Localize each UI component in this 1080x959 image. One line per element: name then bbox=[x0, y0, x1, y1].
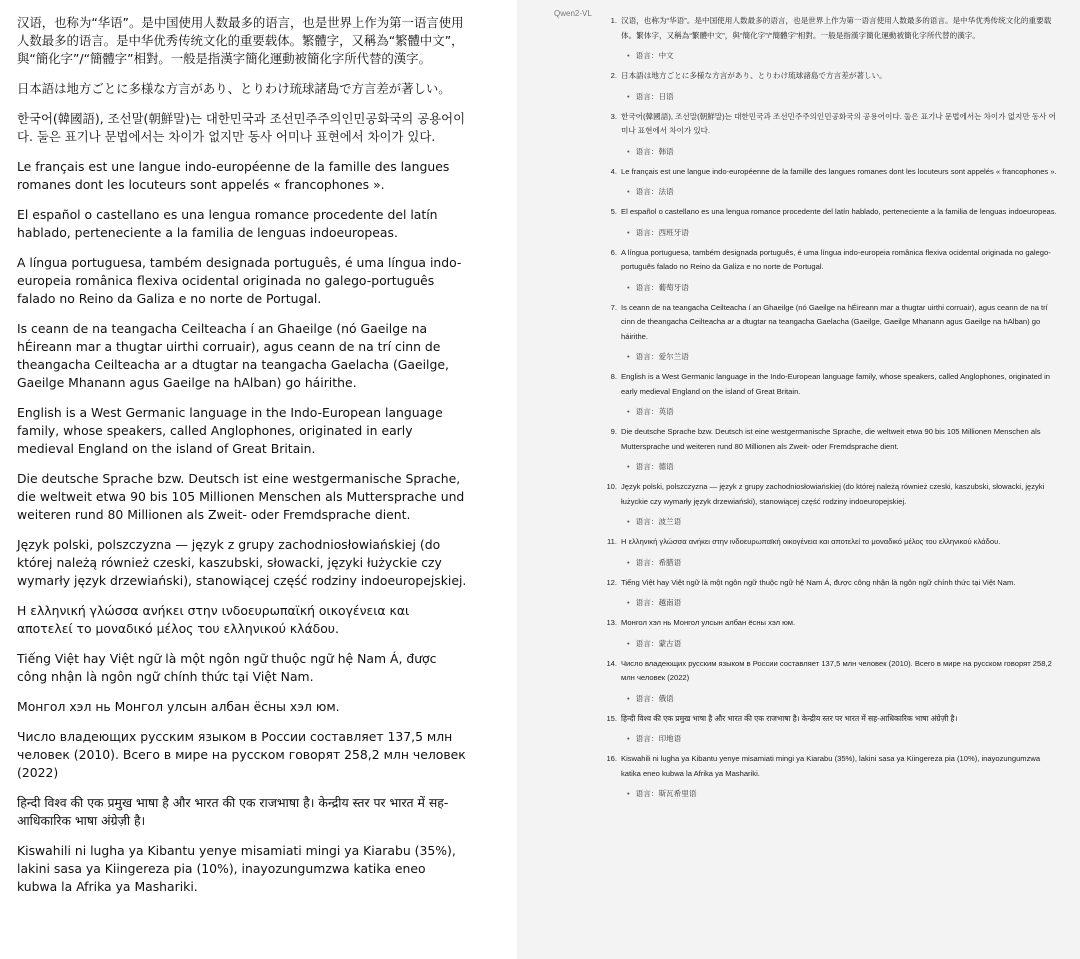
answer-item bbox=[609, 301, 1061, 365]
answer-item bbox=[609, 246, 1061, 295]
answer-item bbox=[606, 576, 1061, 611]
answer-item bbox=[606, 712, 1061, 747]
answer-item bbox=[609, 535, 1061, 570]
answer-text: 汉语，也称为“华语”。是中国使用人数最多的语言，也是世界上作为第一语言使用人数最多的语言。是中华优秀传统文化的重要载体。繁体字，又稱為“繁體中文”，與“簡化字”/“簡體字”相對。一般是指漢字簡化運動被簡化字所代替的漢字。 bbox=[621, 16, 1052, 40]
bullet-icon: • bbox=[627, 462, 630, 471]
bullet-icon: • bbox=[627, 517, 630, 526]
source-paragraph: 日本語は地方ごとに多様な方言があり、とりわけ琉球諸島で方言差が著しい。 bbox=[17, 81, 451, 96]
bullet-icon: • bbox=[627, 638, 630, 648]
bullet-icon: • bbox=[627, 227, 630, 237]
answer-text: Is ceann de na teangacha Ceilteacha í an Ghaeilge (nó Gaeilge na hÉireann mar a thugtar uirthi corruair), agus ceann de na trí cinn de theangacha Ceilteacha ar a dtugtar na teangacha Gaelacha (Gaeilge, Gaeilge Mhanann agus Gaeilge na hAlban) go háirithe. bbox=[621, 302, 1048, 341]
source-paragraph: English is a West Germanic language in the Indo-European language family, whose speakers, called Anglophones, originated in early medieval England on the island of Great Britain. bbox=[17, 405, 443, 456]
detected-language bbox=[627, 732, 1061, 746]
answer-item bbox=[609, 14, 1061, 63]
answer-number: 3. bbox=[610, 111, 617, 121]
source-paragraph: Η ελληνική γλώσσα ανήκει στην ινδοευρωπαϊκή οικογένεια και αποτελεί το μοναδικό μέλος του ελληνικού κλάδου. bbox=[17, 603, 410, 636]
answer-item bbox=[606, 752, 1061, 801]
language-label: 语言：德语 bbox=[635, 462, 674, 471]
answer-text-row bbox=[609, 69, 1061, 84]
source-text-panel bbox=[0, 0, 517, 959]
language-label: 语言：斯瓦希里语 bbox=[635, 789, 697, 798]
answer-number: 12. bbox=[606, 577, 617, 587]
source-paragraph: Число владеющих русским языком в России составляет 137,5 млн человек (2010). Всего в мире на русском говорят 258,2 млн человек (2022) bbox=[17, 729, 466, 780]
answer-text-row bbox=[606, 712, 1061, 727]
answer-text-row bbox=[606, 616, 1061, 631]
source-paragraph: Język polski, polszczyzna — język z grupy zachodniosłowiańskiej (do której należą również czeski, kaszubski, słowacki, języki łużyckie czy wymarły język drzewiański), stanowiącej część rodziny indoeuropejskiej. bbox=[17, 537, 467, 588]
bullet-icon: • bbox=[627, 693, 630, 703]
answer-text-row bbox=[609, 370, 1061, 399]
language-label: 语言：法语 bbox=[635, 187, 674, 196]
answer-text-row bbox=[606, 657, 1061, 686]
answer-number: 7. bbox=[610, 302, 617, 312]
detected-language bbox=[627, 637, 1061, 651]
detected-language bbox=[627, 145, 1061, 159]
answer-text-row bbox=[609, 301, 1061, 345]
answer-text: 日本語は地方ごとに多様な方言があり、とりわけ琉球諸島で方言差が著しい。 bbox=[621, 71, 887, 80]
language-label: 语言：英语 bbox=[635, 407, 674, 416]
source-paragraph: Die deutsche Sprache bzw. Deutsch ist eine westgermanische Sprache, die weltweit etwa 90 bis 105 Millionen Menschen als Muttersprache und weiteren rund 80 Millionen als Zweit- oder Fremdsprache dient. bbox=[17, 471, 465, 522]
source-paragraph: El español o castellano es una lengua romance procedente del latín hablado, perteneciente a la familia de lenguas indoeuropeas. bbox=[17, 207, 438, 240]
detected-language bbox=[627, 515, 1061, 529]
answer-number: 16. bbox=[606, 754, 617, 763]
answer-number: 9. bbox=[610, 427, 617, 436]
language-label: 语言：葡萄牙语 bbox=[635, 282, 689, 292]
detected-language bbox=[627, 596, 1061, 610]
answer-item bbox=[609, 165, 1061, 200]
detected-language bbox=[627, 460, 1061, 474]
answer-item bbox=[606, 480, 1061, 529]
language-label: 语言：日语 bbox=[635, 91, 674, 101]
answer-number: 4. bbox=[610, 166, 617, 176]
bullet-icon: • bbox=[627, 91, 630, 101]
answer-text: Tiếng Việt hay Việt ngữ là một ngôn ngữ thuộc ngữ hệ Nam Á, được công nhận là ngôn ngữ chính thức tại Việt Nam. bbox=[621, 577, 1016, 587]
bullet-icon: • bbox=[627, 146, 630, 156]
answer-text-row bbox=[609, 535, 1061, 550]
source-paragraph: 한국어(韓國語), 조선말(朝鮮말)는 대한민국과 조선민주주의인민공화국의 공용어이다. 둘은 표기나 문법에서는 차이가 없지만 동사 어미나 표현에서 차이가 있다. bbox=[17, 111, 466, 144]
bullet-icon: • bbox=[627, 557, 630, 567]
answer-item bbox=[606, 616, 1061, 651]
bullet-icon: • bbox=[627, 789, 630, 798]
answer-text-row bbox=[609, 425, 1061, 454]
language-label: 语言：韩语 bbox=[635, 146, 674, 156]
answer-number: 2. bbox=[610, 71, 617, 80]
answer-number: 14. bbox=[606, 658, 617, 668]
answer-item bbox=[609, 370, 1061, 419]
answer-number: 11. bbox=[607, 537, 617, 546]
detected-language bbox=[627, 226, 1061, 240]
answer-item bbox=[609, 205, 1061, 240]
source-paragraph: हिन्दी विश्व की एक प्रमुख भाषा है और भारत की एक राजभाषा है। केन्द्रीय स्तर पर भारत में सह-आधिकारिक भाषा अंग्रेज़ी है। bbox=[17, 795, 449, 828]
answer-text-row bbox=[606, 576, 1061, 591]
answer-item bbox=[609, 110, 1061, 159]
detected-language bbox=[627, 185, 1061, 199]
source-paragraph: Tiếng Việt hay Việt ngữ là một ngôn ngữ thuộc ngữ hệ Nam Á, được công nhận là ngôn ngữ chính thức tại Việt Nam. bbox=[17, 651, 437, 684]
bullet-icon: • bbox=[627, 352, 630, 361]
answer-text: Die deutsche Sprache bzw. Deutsch ist eine westgermanische Sprache, die weltweit etwa 90 bis 105 Millionen Menschen als Muttersprache und weiteren rund 80 Millionen als Zweit- oder Fremdsprache dient. bbox=[621, 427, 1041, 451]
answer-text-row bbox=[609, 205, 1061, 220]
source-paragraph: Монгол хэл нь Монгол улсын албан ёсны хэл юм. bbox=[17, 699, 340, 714]
source-paragraph: A língua portuguesa, também designada português, é uma língua indo-europeia românica flexiva ocidental originada no galego-português falado no Reino da Galiza e no norte de Portugal. bbox=[17, 255, 462, 306]
detected-language bbox=[627, 692, 1061, 706]
source-paragraph: 汉语，也称为“华语”。是中国使用人数最多的语言，也是世界上作为第一语言使用人数最多的语言。是中华优秀传统文化的重要载体。繁體字，又稱為“繁體中文”，與“簡化字”/“簡體字”相對。一般是指漢字簡化運動被簡化字所代替的漢字。 bbox=[17, 15, 464, 66]
bullet-icon: • bbox=[627, 51, 630, 60]
answer-text: हिन्दी विश्व की एक प्रमुख भाषा है और भारत की एक राजभाषा है। केन्द्रीय स्तर पर भारत में सह-आधिकारिक भाषा अंग्रेज़ी है। bbox=[621, 713, 958, 723]
answer-item bbox=[606, 657, 1061, 706]
answer-text-row bbox=[609, 110, 1061, 139]
answer-number: 6. bbox=[610, 247, 617, 257]
answer-text-row bbox=[609, 165, 1061, 180]
source-paragraph: Le français est une langue indo-européenne de la famille des langues romanes dont les locuteurs sont appelés « francophones ». bbox=[17, 159, 450, 192]
answer-number: 5. bbox=[610, 207, 617, 216]
answer-text-row bbox=[609, 246, 1061, 275]
answer-text: Монгол хэл нь Монгол улсын албан ёсны хэл юм. bbox=[621, 618, 796, 627]
answer-item bbox=[609, 69, 1061, 104]
answer-text: Język polski, polszczyzna — język z grupy zachodniosłowiańskiej (do której należą również czeski, kaszubski, słowacki, języki łużyckie czy wymarły język drzewiański), stanowiącej część rodziny indoeuropejskiej. bbox=[621, 482, 1045, 506]
model-output-panel bbox=[517, 0, 1080, 959]
answer-number: 13. bbox=[606, 618, 617, 627]
model-name-label: Qwen2-VL bbox=[554, 9, 592, 18]
answer-text: Le français est une langue indo-européenne de la famille des langues romanes dont les locuteurs sont appelés « francophones ». bbox=[621, 166, 1057, 176]
language-label: 语言：印地语 bbox=[635, 734, 682, 743]
bullet-icon: • bbox=[627, 598, 630, 607]
answer-text: Η ελληνική γλώσσα ανήκει στην ινδοευρωπαϊκή οικογένεια και αποτελεί το μοναδικό μέλος του ελληνικού κλάδου. bbox=[621, 537, 1001, 546]
source-paragraph: Kiswahili ni lugha ya Kibantu yenye misamiati mingi ya Kiarabu (35%), lakini sasa ya Kiingereza pia (10%), inayozungumzwa katika eneo kubwa la Afrika ya Mashariki. bbox=[17, 843, 456, 894]
answer-text-row bbox=[609, 14, 1061, 43]
answer-item bbox=[609, 425, 1061, 474]
answer-number: 8. bbox=[610, 372, 617, 381]
language-label: 语言：中文 bbox=[635, 51, 674, 60]
answer-text: El español o castellano es una lengua romance procedente del latín hablado, perteneciente a la familia de lenguas indoeuropeas. bbox=[621, 207, 1057, 216]
answer-text: 한국어(韓國語), 조선말(朝鮮말)는 대한민국과 조선민주주의인민공화국의 공용어이다. 둘은 표기나 문법에서는 차이가 없지만 동사 어미나 표현에서 차이가 있다. bbox=[621, 111, 1056, 135]
bullet-icon: • bbox=[627, 187, 630, 196]
detected-language bbox=[627, 49, 1061, 63]
answer-text-row bbox=[606, 752, 1061, 781]
bullet-icon: • bbox=[627, 407, 630, 416]
detected-language bbox=[627, 281, 1061, 295]
detected-language bbox=[627, 90, 1061, 104]
language-label: 语言：俄语 bbox=[635, 693, 674, 703]
answer-text: Kiswahili ni lugha ya Kibantu yenye misamiati mingi ya Kiarabu (35%), lakini sasa ya Kiingereza pia (10%), inayozungumzwa katika eneo kubwa la Afrika ya Mashariki. bbox=[621, 754, 1041, 778]
detected-language bbox=[627, 405, 1061, 419]
answer-number: 1. bbox=[610, 16, 617, 25]
bullet-icon: • bbox=[627, 734, 630, 743]
answer-number: 10. bbox=[606, 482, 617, 491]
language-label: 语言：蒙古语 bbox=[635, 638, 682, 648]
language-label: 语言：爱尔兰语 bbox=[635, 352, 689, 361]
detected-language bbox=[627, 787, 1061, 801]
answer-text: Число владеющих русским языком в России составляет 137,5 млн человек (2010). Всего в мире на русском говорят 258,2 млн человек (2022) bbox=[621, 658, 1052, 682]
answer-text-row bbox=[606, 480, 1061, 509]
language-label: 语言：波兰语 bbox=[635, 517, 682, 526]
answer-number: 15. bbox=[606, 713, 617, 723]
answer-text: A língua portuguesa, também designada português, é uma língua indo-europeia românica flexiva ocidental originada no galego-português falado no Reino da Galiza e no norte de Portugal. bbox=[621, 247, 1051, 271]
answer-list bbox=[606, 14, 1061, 807]
detected-language bbox=[627, 350, 1061, 364]
answer-text: English is a West Germanic language in the Indo-European language family, whose speakers, called Anglophones, originated in early medieval England on the island of Great Britain. bbox=[621, 372, 1051, 396]
detected-language bbox=[627, 556, 1061, 570]
language-label: 语言：希腊语 bbox=[635, 557, 682, 567]
language-label: 语言：越南语 bbox=[635, 598, 682, 607]
source-paragraph: Is ceann de na teangacha Ceilteacha í an Ghaeilge (nó Gaeilge na hÉireann mar a thugtar uirthi corruair), agus ceann de na trí cinn de theangacha Ceilteacha ar a dtugtar na teangacha Gaelacha (Gaeilge, Gaeilge Mhanann agus Gaeilge na hAlban) go háirithe. bbox=[17, 321, 449, 390]
bullet-icon: • bbox=[627, 282, 630, 292]
language-label: 语言：西班牙语 bbox=[635, 227, 689, 237]
